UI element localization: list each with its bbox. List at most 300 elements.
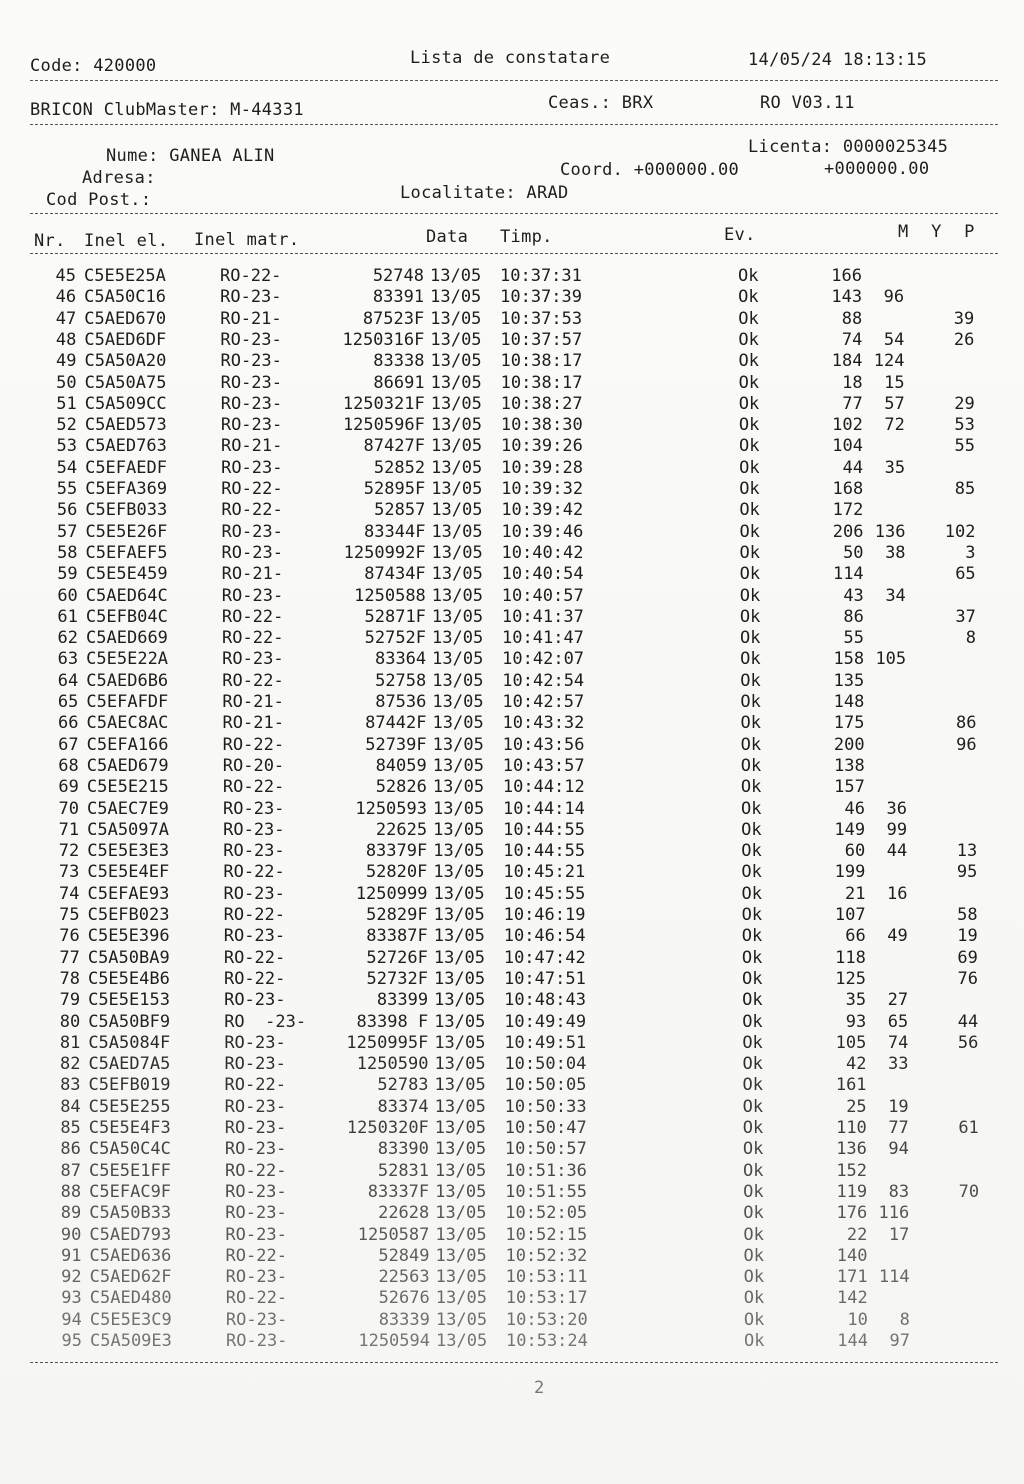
table-row (5, 1118, 1024, 1139)
event-status: Ok (739, 500, 760, 521)
value-y: 17 (888, 1224, 910, 1245)
table-row (4, 1033, 1024, 1054)
ring-number: 1250593 (355, 798, 427, 819)
event-status: Ok (739, 606, 761, 627)
value-m: 25 (846, 1096, 867, 1117)
value-y: 136 (874, 521, 906, 542)
value-y: 34 (885, 585, 906, 606)
row-number: 70 (58, 798, 79, 819)
column-header-electronic-ring: Inel el. (84, 231, 169, 251)
row-number: 45 (55, 266, 76, 286)
event-status: Ok (743, 1181, 764, 1202)
row-number: 74 (58, 883, 80, 904)
value-m: 199 (834, 862, 866, 883)
arrival-time: 10:40:42 (501, 542, 584, 563)
value-m: 43 (843, 585, 864, 606)
row-number: 81 (59, 1032, 81, 1053)
arrival-date: 13/05 (432, 777, 485, 798)
table-row (1, 415, 1024, 436)
ring-number: 84059 (375, 755, 427, 776)
row-number: 65 (57, 692, 79, 712)
value-y: 19 (888, 1096, 909, 1117)
event-status: Ok (740, 734, 762, 755)
value-p: 55 (954, 436, 975, 457)
arrival-date: 13/05 (430, 287, 482, 308)
arrival-time: 10:41:47 (502, 628, 584, 649)
arrival-time: 10:40:57 (501, 585, 584, 606)
arrival-date: 13/05 (434, 1139, 487, 1160)
table-row (0, 309, 1024, 330)
value-m: 135 (833, 670, 865, 691)
ring-number: 52732F (366, 968, 428, 989)
electronic-ring-id: C5A50BF9 (88, 1011, 171, 1032)
arrival-time: 10:44:55 (503, 841, 586, 862)
arrival-date: 13/05 (435, 1267, 487, 1288)
row-number: 59 (57, 564, 78, 585)
club-master-label: BRICON ClubMaster: M-44331 (30, 100, 304, 120)
arrival-time: 10:53:20 (505, 1309, 588, 1330)
value-y: 94 (888, 1139, 909, 1160)
value-m: 93 (845, 1011, 867, 1032)
column-header-ring-number: Inel matr. (194, 230, 300, 250)
table-row (3, 862, 1024, 883)
row-number: 69 (58, 777, 79, 798)
value-y: 116 (878, 1203, 910, 1224)
ring-prefix: RO-23- (224, 1054, 286, 1075)
electronic-ring-id: C5AED64C (85, 585, 168, 606)
table-row (1, 458, 1024, 479)
event-status: Ok (743, 1288, 765, 1309)
ring-prefix: RO-22- (225, 1160, 287, 1181)
print-datetime: 14/05/24 18:13:15 (748, 50, 928, 70)
table-row (4, 926, 1024, 947)
value-p: 95 (956, 862, 978, 883)
ring-number: 52871F (364, 606, 426, 627)
arrival-time: 10:50:47 (504, 1118, 587, 1138)
arrival-date: 13/05 (431, 564, 483, 585)
arrival-date: 13/05 (430, 329, 482, 350)
arrival-date: 13/05 (435, 1224, 487, 1245)
ring-prefix: RO-23- (224, 1118, 287, 1138)
electronic-ring-id: C5A50C16 (84, 287, 167, 308)
ring-prefix: RO-23- (223, 883, 285, 904)
ring-number: 22628 (378, 1203, 430, 1224)
table-row (2, 649, 1024, 670)
value-y: 35 (884, 457, 906, 478)
ring-number: 83339 (378, 1309, 430, 1330)
ring-prefix: RO-23- (220, 372, 283, 393)
ring-number: 52820F (365, 862, 428, 883)
table-row (2, 607, 1024, 628)
value-y: 16 (886, 883, 908, 904)
row-number: 89 (60, 1203, 82, 1224)
column-header-myp: M Y P (898, 222, 975, 242)
ring-prefix: RO-23- (223, 798, 285, 819)
arrival-date: 13/05 (431, 521, 483, 542)
electronic-ring-id: C5E5E3C9 (89, 1309, 172, 1330)
clock-label: Ceas.: BRX (548, 93, 654, 113)
ring-prefix: RO-23- (225, 1224, 287, 1245)
arrival-date: 13/05 (432, 713, 484, 734)
ring-number: 83344F (364, 521, 426, 542)
event-status: Ok (739, 564, 761, 585)
column-header-nr: Nr. (34, 231, 66, 251)
ring-number: 52676 (378, 1288, 430, 1309)
electronic-ring-id: C5A5084F (88, 1032, 171, 1053)
row-number: 66 (58, 713, 79, 734)
arrival-date: 13/05 (432, 692, 484, 712)
column-header-divider (30, 253, 998, 254)
ring-number: 52857 (374, 500, 426, 521)
value-y: 57 (884, 393, 905, 414)
table-row (2, 586, 1024, 607)
arrival-time: 10:43:57 (502, 755, 585, 776)
ring-number: 83399 (376, 990, 429, 1011)
value-m: 22 (846, 1224, 868, 1245)
ring-number: 22625 (375, 819, 428, 840)
electronic-ring-id: C5AED7A5 (88, 1054, 171, 1075)
arrival-date: 13/05 (433, 819, 485, 840)
header-divider (30, 124, 998, 125)
arrival-date: 13/05 (435, 1203, 487, 1224)
value-y: 54 (883, 329, 905, 350)
electronic-ring-id: C5EFAC9F (89, 1181, 172, 1202)
arrival-date: 13/05 (433, 798, 485, 819)
electronic-ring-id: C5E5E459 (85, 564, 168, 585)
event-status: Ok (739, 457, 760, 478)
table-row (5, 1182, 1024, 1203)
value-m: 88 (841, 308, 863, 329)
electronic-ring-id: C5A50C4C (88, 1139, 171, 1160)
event-status: Ok (738, 415, 760, 436)
ring-prefix: RO-23- (220, 329, 282, 350)
event-status: Ok (743, 1160, 764, 1181)
event-status: Ok (741, 841, 762, 862)
event-status: Ok (740, 755, 762, 776)
electronic-ring-id: C5A509E3 (90, 1331, 172, 1351)
ring-prefix: RO-22- (221, 606, 284, 627)
event-status: Ok (739, 521, 760, 542)
row-number: 51 (56, 393, 77, 414)
table-row (4, 1054, 1024, 1075)
row-number: 55 (56, 479, 78, 499)
electronic-ring-id: C5E5E4B6 (87, 968, 170, 989)
arrival-time: 10:47:42 (503, 947, 586, 968)
table-row (2, 692, 1024, 713)
arrival-date: 13/05 (430, 436, 483, 457)
row-number: 57 (56, 521, 78, 542)
arrival-date: 13/05 (435, 1181, 487, 1202)
event-status: Ok (742, 1096, 764, 1117)
row-number: 60 (57, 585, 78, 606)
event-status: Ok (738, 393, 760, 414)
value-y: 65 (887, 1011, 909, 1032)
ring-prefix: RO-22- (222, 734, 285, 755)
value-m: 119 (836, 1181, 868, 1202)
table-row (3, 713, 1024, 734)
value-m: 136 (836, 1139, 867, 1160)
ring-number: 87536 (375, 692, 427, 712)
ring-number: 83364 (374, 649, 427, 670)
value-m: 166 (831, 266, 862, 286)
table-row (6, 1267, 1024, 1288)
electronic-ring-id: C5E5E153 (88, 990, 170, 1011)
arrival-time: 10:42:54 (502, 670, 585, 691)
table-row (3, 884, 1024, 905)
owner-name: Nume: GANEA ALIN (106, 146, 275, 166)
electronic-ring-id: C5EFA166 (86, 734, 169, 755)
row-number: 61 (57, 606, 78, 627)
arrival-time: 10:50:33 (504, 1096, 587, 1117)
value-m: 149 (834, 819, 866, 840)
row-number: 90 (60, 1224, 82, 1245)
page-number: 2 (534, 1378, 545, 1398)
event-status: Ok (742, 1054, 763, 1075)
electronic-ring-id: C5AED636 (89, 1245, 172, 1266)
ring-number: 22563 (378, 1267, 430, 1288)
electronic-ring-id: C5E5E26F (85, 521, 168, 542)
event-status: Ok (742, 1011, 763, 1032)
electronic-ring-id: C5EFAEDF (85, 457, 167, 478)
row-number: 88 (60, 1181, 82, 1202)
table-bottom-divider (30, 1362, 998, 1363)
event-status: Ok (741, 862, 762, 883)
table-row (0, 266, 1024, 287)
value-p: 19 (957, 926, 978, 947)
event-status: Ok (743, 1309, 765, 1330)
table-row (3, 756, 1024, 777)
row-number: 80 (59, 1011, 81, 1032)
value-p: 85 (954, 479, 976, 499)
table-row (5, 1203, 1024, 1224)
row-number: 49 (55, 351, 77, 372)
table-row (3, 820, 1024, 841)
table-row (6, 1246, 1024, 1267)
ring-number: 83337F (367, 1181, 430, 1202)
ring-prefix: RO-23- (221, 521, 283, 542)
event-status: Ok (744, 1331, 765, 1351)
value-m: 152 (836, 1160, 868, 1181)
arrival-date: 13/05 (433, 947, 486, 968)
value-m: 104 (832, 436, 863, 457)
value-m: 105 (835, 1032, 867, 1053)
electronic-ring-id: C5AEC7E9 (87, 798, 169, 819)
ring-prefix: RO-23- (223, 926, 286, 947)
row-number: 67 (58, 734, 79, 755)
arrival-time: 10:39:26 (500, 436, 583, 457)
locality-label: Localitate: ARAD (400, 183, 569, 203)
row-number: 73 (58, 862, 80, 883)
header-divider (30, 213, 998, 214)
value-p: 102 (944, 521, 976, 542)
arrival-time: 10:37:31 (500, 266, 582, 286)
arrival-time: 10:39:42 (501, 500, 584, 521)
ring-prefix: RO-22- (223, 862, 285, 883)
table-row (1, 479, 1024, 500)
column-header-event: Ev. (724, 225, 756, 245)
ring-number: 1250588 (354, 585, 426, 606)
row-number: 72 (58, 841, 80, 862)
electronic-ring-id: C5A50A20 (84, 351, 167, 372)
table-row (0, 351, 1024, 372)
row-number: 91 (61, 1245, 82, 1266)
value-y: 15 (884, 372, 905, 393)
ring-number: 86691 (373, 372, 425, 393)
event-status: Ok (741, 926, 763, 947)
coordinates-lon: +000000.00 (824, 159, 930, 179)
row-number: 86 (60, 1139, 81, 1160)
row-number: 87 (60, 1160, 82, 1181)
row-number: 75 (59, 905, 80, 925)
ring-number: 83387F (366, 926, 428, 947)
event-status: Ok (741, 883, 762, 904)
value-m: 171 (836, 1267, 868, 1288)
postal-code-label: Cod Post.: (46, 190, 152, 210)
arrival-date: 13/05 (431, 542, 483, 563)
event-status: Ok (741, 947, 763, 968)
value-p: 44 (957, 1011, 979, 1032)
value-m: 144 (837, 1331, 868, 1351)
table-row (3, 777, 1024, 798)
ring-prefix: RO-20- (222, 755, 285, 776)
arrival-date: 13/05 (435, 1160, 487, 1181)
ring-prefix: RO-23- (220, 287, 282, 308)
table-row (4, 969, 1024, 990)
ring-prefix: RO-22- (222, 777, 285, 798)
ring-number: 1250999 (355, 883, 428, 904)
arrival-time: 10:37:57 (500, 329, 583, 350)
ring-prefix: RO-23- (225, 1267, 288, 1288)
ring-prefix: RO-22- (223, 968, 286, 989)
ring-number: 87442F (365, 713, 427, 734)
row-number: 63 (57, 649, 79, 670)
electronic-ring-id: C5AED62F (89, 1267, 172, 1288)
arrival-date: 13/05 (431, 479, 483, 499)
ring-prefix: RO-23- (221, 585, 284, 606)
ring-prefix: RO-23- (225, 1203, 287, 1224)
document-title: Lista de constatare (410, 48, 611, 68)
arrival-time: 10:38:17 (500, 372, 583, 393)
ring-number: 52829F (366, 905, 428, 925)
ring-number: 87427F (363, 436, 425, 457)
value-p: 56 (957, 1032, 979, 1053)
license-number: Licenta: 0000025345 (748, 137, 949, 157)
value-m: 107 (834, 905, 866, 925)
ring-prefix: RO-21- (220, 308, 282, 329)
arrival-time: 10:45:55 (503, 883, 586, 904)
table-row (3, 841, 1024, 862)
value-m: 200 (833, 734, 865, 755)
arrival-date: 13/05 (434, 1075, 486, 1096)
value-p: 86 (956, 713, 977, 734)
electronic-ring-id: C5AED6B6 (86, 670, 169, 691)
event-status: Ok (743, 1245, 765, 1266)
arrival-date: 13/05 (430, 266, 482, 286)
electronic-ring-id: C5EFAE93 (87, 883, 170, 904)
arrival-time: 10:50:05 (504, 1075, 587, 1096)
event-status: Ok (738, 372, 760, 393)
ring-number: 52758 (375, 670, 427, 691)
ring-prefix: RO-22- (221, 479, 283, 499)
column-header-date: Data (426, 227, 469, 247)
value-m: 184 (831, 351, 863, 372)
event-status: Ok (740, 628, 761, 649)
electronic-ring-id: C5EFAEF5 (85, 542, 168, 563)
table-row (0, 330, 1024, 351)
event-status: Ok (742, 1032, 763, 1053)
ring-prefix: RO-21- (222, 713, 284, 734)
event-status: Ok (739, 542, 761, 563)
electronic-ring-id: C5E5E4F3 (88, 1118, 171, 1138)
event-status: Ok (741, 905, 763, 925)
row-number: 78 (59, 968, 80, 989)
code-label: Code: 420000 (30, 56, 157, 76)
arrival-date: 13/05 (432, 670, 484, 691)
arrival-date: 13/05 (430, 351, 482, 372)
ring-number: 83391 (372, 287, 425, 308)
table-row (1, 373, 1024, 394)
value-y: 44 (886, 841, 908, 862)
ring-prefix: RO-23- (225, 1309, 288, 1330)
ring-number: 1250995F (346, 1032, 429, 1053)
electronic-ring-id: C5AED763 (84, 436, 167, 457)
ring-prefix: RO-23- (220, 351, 282, 372)
arrival-date: 13/05 (431, 500, 483, 521)
row-number: 71 (58, 819, 80, 840)
ring-prefix: RO-23- (224, 1139, 287, 1160)
event-status: Ok (743, 1267, 765, 1288)
electronic-ring-id: C5A509CC (84, 393, 167, 414)
value-y: 49 (887, 926, 908, 947)
table-row (1, 394, 1024, 415)
value-m: 66 (845, 926, 866, 947)
arrival-time: 10:53:11 (505, 1267, 588, 1288)
value-y: 77 (888, 1118, 909, 1138)
event-status: Ok (743, 1203, 764, 1224)
row-number: 53 (56, 436, 77, 457)
electronic-ring-id: C5AED6DF (84, 329, 167, 350)
arrival-time: 10:52:05 (505, 1203, 588, 1224)
arrival-time: 10:39:32 (501, 479, 584, 499)
arrival-time: 10:46:19 (503, 905, 586, 925)
row-number: 79 (59, 990, 81, 1011)
arrival-time: 10:43:56 (502, 734, 585, 755)
ring-number: 52726F (366, 947, 428, 968)
event-status: Ok (742, 990, 763, 1011)
table-row (1, 522, 1024, 543)
value-p: 96 (956, 734, 977, 755)
value-m: 44 (842, 457, 864, 478)
arrival-time: 10:49:51 (504, 1032, 587, 1053)
row-number: 48 (55, 329, 77, 350)
electronic-ring-id: C5EFB04C (85, 606, 168, 627)
arrival-date: 13/05 (434, 1032, 486, 1053)
row-number: 84 (60, 1096, 81, 1117)
ring-prefix: RO-22- (222, 628, 284, 649)
row-number: 94 (61, 1309, 82, 1330)
value-y: 97 (889, 1331, 910, 1351)
ring-number: 1250992F (343, 542, 426, 563)
value-p: 58 (957, 905, 978, 925)
event-status: Ok (741, 798, 762, 819)
value-p: 13 (956, 841, 978, 862)
value-m: 138 (834, 755, 865, 776)
event-status: Ok (738, 287, 759, 308)
table-row (3, 799, 1024, 820)
electronic-ring-id: C5A50A75 (84, 372, 167, 393)
event-status: Ok (740, 713, 762, 734)
event-status: Ok (742, 1139, 764, 1160)
